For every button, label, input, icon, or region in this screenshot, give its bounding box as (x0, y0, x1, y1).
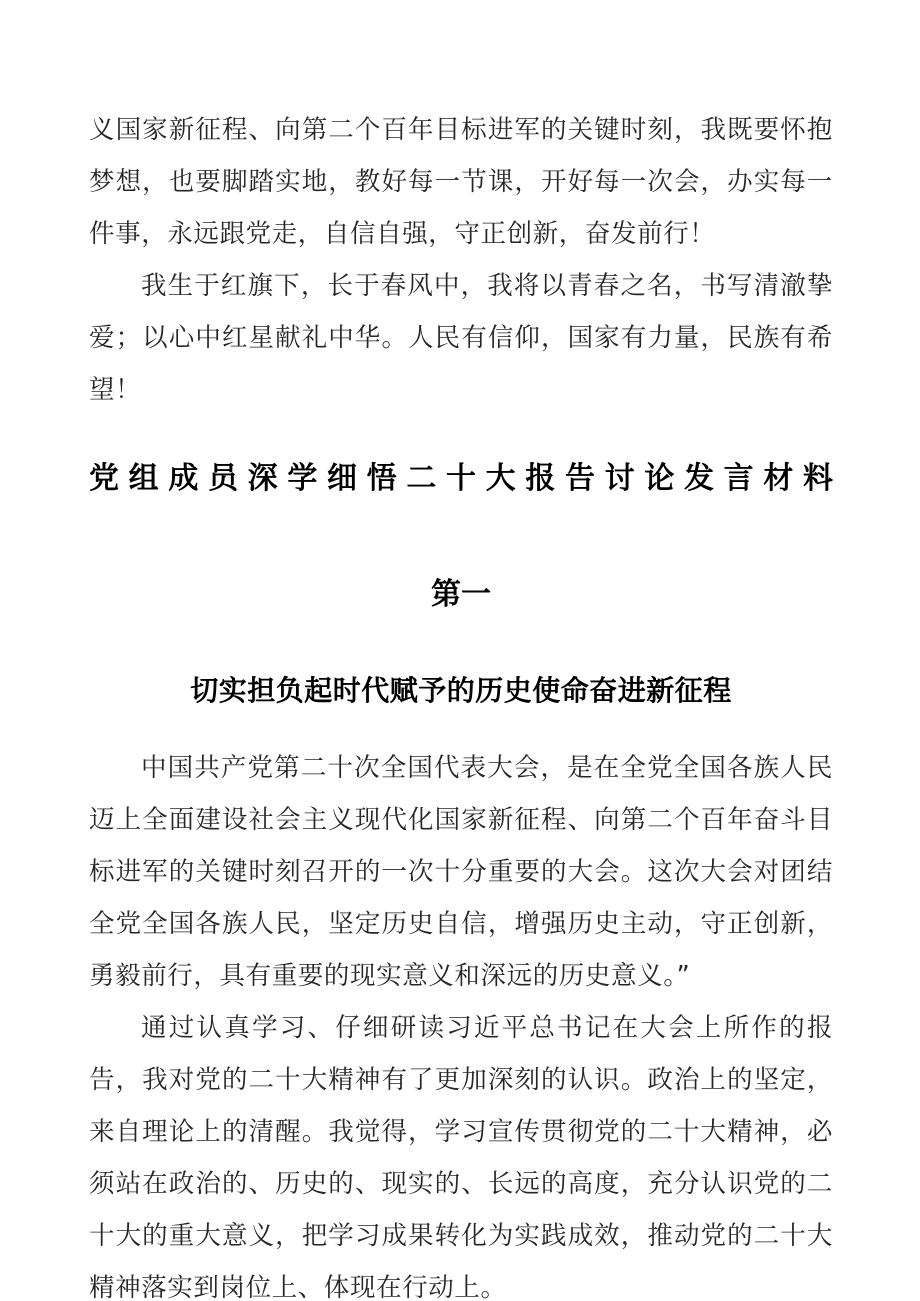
document-title-part2: 第一 (431, 577, 491, 612)
spacer-before-section-body (89, 720, 833, 742)
body-paragraph-continuation: 义国家新征程、向第二个百年目标进军的关键时刻，我既要怀抱梦想，也要脚踏实地，教好每一节课，开好每一次会，办实每一件事，永远跟党走，自信自强，守正创新，奋发前行！ (89, 115, 833, 249)
section-paragraph-1: 中国共产党第二十次全国代表大会，是在全党全国各族人民迈上全面建设社会主义现代化国家新征程、向第二个百年奋斗目标进军的关键时刻召开的一次十分重要的大会。这次大会对团结全党全国各族人民，坚定历史自信，增强历史主动，守正创新，勇毅前行，具有重要的现实意义和深远的历史意义。” (89, 753, 833, 991)
document-content (89, 104, 833, 1301)
section-paragraph-2: 通过认真学习、仔细研读习近平总书记在大会上所作的报告，我对党的二十大精神有了更加深刻的认识。政治上的坚定，来自理论上的清醒。我觉得，学习宣传贯彻党的二十大精神，必须站在政治的、历史的、现实的、长远的高度，充分认识党的二十大的重大意义，把学习成果转化为实践成效，推动党的二十大精神落实到岗位上、体现在行动上。 (89, 1013, 833, 1301)
section-heading: 切实担负起时代赋予的历史使命奋进新征程 (190, 674, 732, 707)
spacer-before-section-title (89, 624, 833, 662)
document-title-text: 党组成员深学细悟二十大报告讨论发言材料 (89, 461, 833, 496)
document-title (89, 450, 833, 566)
body-paragraph-closing: 我生于红旗下，长于春风中，我将以青春之名，书写清澈挚爱；以心中红星献礼中华。人民有信仰，国家有力量，民族有希望！ (89, 271, 833, 405)
spacer-before-title (89, 416, 833, 450)
